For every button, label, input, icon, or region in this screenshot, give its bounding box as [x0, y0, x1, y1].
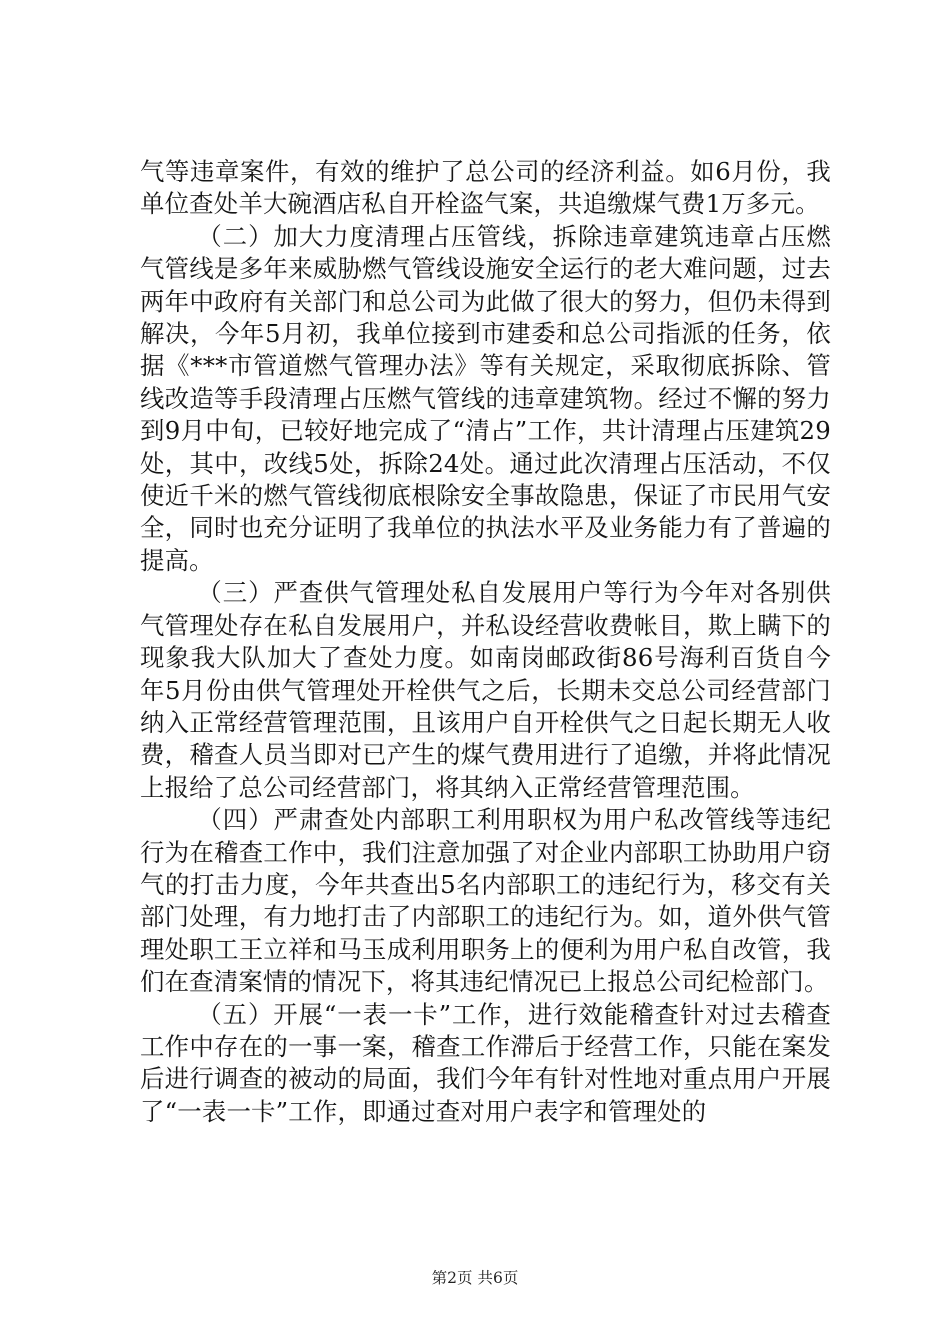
- paragraph-section-3: （三）严查供气管理处私自发展用户等行为今年对各别供气管理处存在私自发展用户，并私设经营收费帐目，欺上瞒下的现象我大队加大了查处力度。如南岗邮政街86号海利百货自今年5月份由供气管理处开栓供气之后，长期未交总公司经营部门纳入正常经营管理范围，且该用户自开栓供气之日起长期无人收费，稽查人员当即对已产生的煤气费用进行了追缴，并将此情况上报给了总公司经营部门，将其纳入正常经营管理范围。: [140, 578, 831, 802]
- paragraph-section-5: （五）开展“一表一卡”工作，进行效能稽查针对过去稽查工作中存在的一事一案，稽查工作滞后于经营工作，只能在案发后进行调查的被动的局面，我们今年有针对性地对重点用户开展了“一表一卡”工作，即通过查对用户表字和管理处的: [140, 999, 831, 1126]
- paragraph-continuation: 气等违章案件，有效的维护了总公司的经济利益。如6月份，我单位查处羊大碗酒店私自开栓盗气案，共追缴煤气费1万多元。: [140, 157, 831, 219]
- page-number-footer: 第2页 共6页: [431, 1269, 519, 1287]
- document-body: [140, 156, 831, 1128]
- paragraph-section-2: （二）加大力度清理占压管线，拆除违章建筑违章占压燃气管线是多年来威胁燃气管线设施安全运行的老大难问题，过去两年中政府有关部门和总公司为此做了很大的努力，但仍未得到解决，今年5月初，我单位接到市建委和总公司指派的任务，依据《***市管道燃气管理办法》等有关规定，采取彻底拆除、管线改造等手段清理占压燃气管线的违章建筑物。经过不懈的努力到9月中旬，已较好地完成了“清占”工作，共计清理占压建筑29处，其中，改线5处，拆除24处。通过此次清理占压活动，不仅使近千米的燃气管线彻底根除安全事故隐患，保证了市民用气安全，同时也充分证明了我单位的执法水平及业务能力有了普遍的提高。: [140, 221, 831, 575]
- paragraph-section-4: （四）严肃查处内部职工利用职权为用户私改管线等违纪行为在稽查工作中，我们注意加强了对企业内部职工协助用户窃气的打击力度，今年共查出5名内部职工的违纪行为，移交有关部门处理，有力地打击了内部职工的违纪行为。如，道外供气管理处职工王立祥和马玉成利用职务上的便利为用户私自改管，我们在查清案情的情况下，将其违纪情况已上报总公司纪检部门。: [140, 805, 831, 997]
